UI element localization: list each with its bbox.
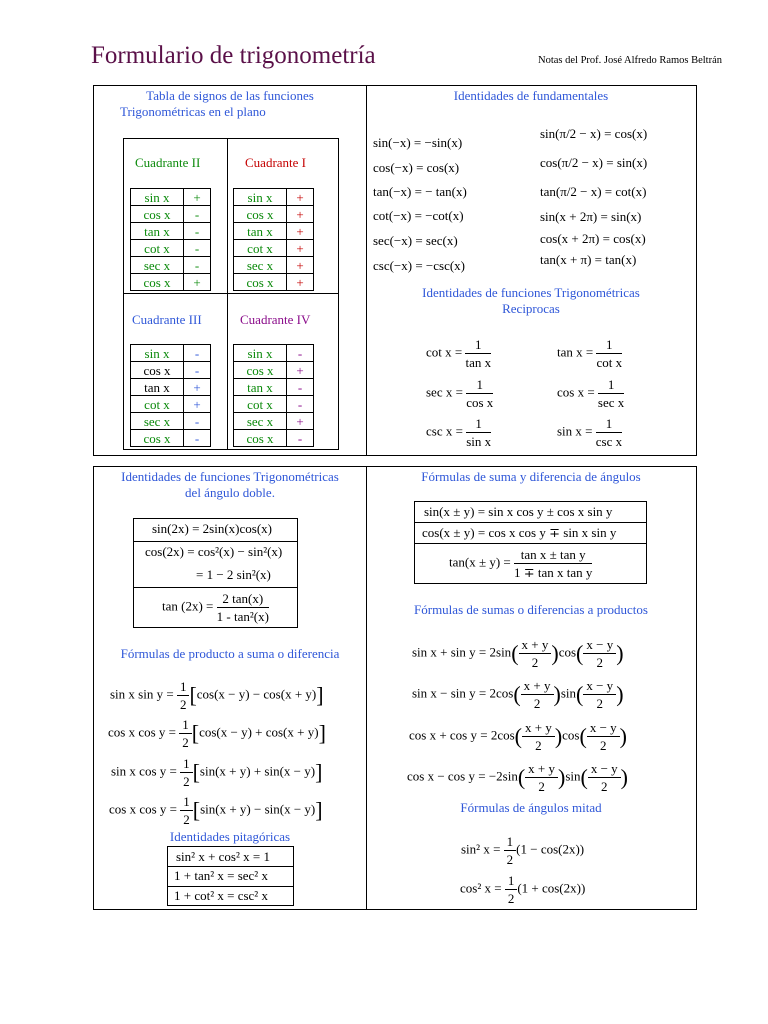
denominator: sec x [597,395,625,410]
sin-2x: sin(2x) = 2sin(x)cos(x) [152,521,272,536]
fraction [217,590,269,625]
sign-cell: - [184,345,211,362]
fraction [519,636,552,671]
reciprocal-title [370,285,692,317]
numerator: x − y [588,760,621,778]
quadrant-hline [123,293,339,294]
fraction [505,872,518,907]
fn-cell: sin x [131,189,184,206]
fn-cell: sin x [131,345,184,362]
quadrant-vline [227,138,228,450]
product-body: sin(x + y) − sin(x − y) [200,801,316,817]
stp-lhs: sin x + sin y = 2sin [412,644,512,660]
fn-cell: cos x [131,430,184,447]
sign-cell: - [287,345,314,362]
fraction [596,336,622,371]
numerator: 2 tan(x) [217,590,269,608]
half-angle-sin-body: (1 − cos(2x)) [516,841,585,857]
reciprocal-title-line2: Reciprocas [502,301,560,316]
reciprocal-csc [426,415,491,450]
sum-diff-tan-lhs: tan(x ± y) = [449,554,511,570]
reciprocal-sec [426,376,493,411]
fraction [466,376,493,411]
pythagorean-box [167,846,294,906]
fn-cell: sec x [131,413,184,430]
fn-cell: cos x [234,206,287,223]
fn-cell: tan x [234,223,287,240]
fn-cell: cot x [234,240,287,257]
period-3: tan(x + π) = tan(x) [540,252,637,267]
sign-table-q3 [130,344,211,447]
fn-cell: sin x [234,189,287,206]
numerator: tan x ± tan y [514,546,592,564]
product-to-sum-3: sin x cos y = $\frac{1}{2}$ [sin(x + y) + sin(x − y)] [111,756,323,789]
cofunction-3: tan(π/2 − x) = cot(x) [540,184,647,199]
denominator: sin x [466,434,492,449]
fraction [522,719,555,754]
fraction [583,677,616,712]
reciprocal-lhs: sec x = [426,384,463,400]
product-to-sum-2: cos x cos y = $\frac{1}{2}$ [cos(x − y) + cos(x + y)] [108,717,326,750]
stp-mid: cos [562,727,580,743]
sign-cell: - [287,379,314,396]
denominator: csc x [595,434,623,449]
page-title: Formulario de trigonometría [91,42,376,69]
product-lhs: sin x sin y = [110,686,174,702]
denominator: 2 [182,735,189,750]
fn-cell: sec x [234,413,287,430]
numerator: x − y [583,636,616,654]
fundamental-left-2: cos(−x) = cos(x) [373,160,460,175]
cos-2x-b: = 1 − 2 sin²(x) [196,567,271,582]
numerator: 1 [180,755,193,773]
fraction [583,636,616,671]
signs-title-line2: Trigonométricas en el plano [120,104,266,119]
double-angle-row-line [134,541,297,542]
numerator: x + y [522,719,555,737]
half-angle-sin [461,833,584,868]
half-angle-cos-lhs: cos² x = [460,880,502,896]
fundamental-left-4: cot(−x) = −cot(x) [373,208,464,223]
sign-cell: + [184,396,211,413]
half-angle-cos-body: (1 + cos(2x)) [517,880,586,896]
reciprocal-lhs: sin x = [557,423,593,439]
product-lhs: cos x cos y = [108,724,176,740]
period-2: cos(x + 2π) = cos(x) [540,231,646,246]
signs-title [100,88,360,120]
numerator: x − y [587,719,620,737]
fraction [588,760,621,795]
numerator: 1 [466,376,493,394]
denominator: 2 [533,696,541,711]
sign-table-q1 [233,188,314,291]
product-body: cos(x − y) + cos(x + y) [199,724,319,740]
half-angle-title: Fórmulas de ángulos mitad [460,800,602,815]
pythagorean-2: 1 + tan² x = sec² x [174,868,268,883]
reciprocal-lhs: cos x = [557,384,595,400]
fraction-half [180,793,193,828]
denominator: 2 [507,891,515,906]
fraction [587,719,620,754]
sign-cell: + [287,206,314,223]
stp-lhs: cos x + cos y = 2cos [409,727,515,743]
fn-cell: cos x [131,206,184,223]
sign-table-q2 [130,188,211,291]
denominator: cos x [466,395,494,410]
numerator: 1 [180,793,193,811]
stp-lhs: cos x − cos y = −2sin [407,768,518,784]
double-angle-box [133,518,298,628]
sum-diff-box [414,501,647,584]
period-1: sin(x + 2π) = sin(x) [540,209,642,224]
sum-diff-row-line [415,543,646,544]
reciprocal-title-line1: Identidades de funciones Trigonométricas [422,285,640,300]
fn-cell: cot x [131,240,184,257]
fn-cell: tan x [234,379,287,396]
quadrant-iv-label: Cuadrante IV [240,312,311,327]
product-body: cos(x − y) − cos(x + y) [196,686,317,702]
fn-cell: tan x [131,223,184,240]
sign-cell: - [287,396,314,413]
sign-cell: + [184,274,211,291]
product-lhs: sin x cos y = [111,763,177,779]
fraction [466,415,491,450]
numerator: x + y [521,677,554,695]
product-body: sin(x + y) + sin(x − y) [199,763,316,779]
sign-table-q4 [233,344,314,447]
denominator: 2 [183,812,190,827]
denominator: 2 [531,655,539,670]
numerator: x + y [525,760,558,778]
sign-cell: + [287,189,314,206]
fraction [598,376,624,411]
sum-diff-sin: sin(x ± y) = sin x cos y ± cos x sin y [424,504,613,519]
pythagorean-row-line [168,886,293,887]
sum-to-product-title: Fórmulas de sumas o diferencias a productos [414,602,648,617]
pythagorean-1: sin² x + cos² x = 1 [176,849,270,864]
sum-diff-title: Fórmulas de suma y diferencia de ángulos [421,469,641,484]
sign-cell: - [184,257,211,274]
sign-cell: - [184,206,211,223]
fraction [525,760,558,795]
product-lhs: cos x cos y = [109,801,177,817]
reciprocal-lhs: csc x = [426,423,463,439]
fn-cell: cos x [234,430,287,447]
top-panel-divider [366,85,367,456]
tan-2x [162,590,269,625]
cos-2x-a: cos(2x) = cos²(x) − sin²(x) [145,544,283,559]
quadrant-i-label: Cuadrante I [245,155,307,170]
denominator: 1 ∓ tan x tan y [514,565,593,580]
half-angle-cos [460,872,585,907]
denominator: cot x [596,355,623,370]
fraction [504,833,517,868]
fraction [596,415,622,450]
denominator: 2 [179,697,187,712]
sum-to-product-1: sin x + sin y = 2sin( $\frac{x + y}{2}$ )cos( $\frac{x - y}{2}$ ) [412,637,624,670]
fundamental-left-6: csc(−x) = −csc(x) [373,258,466,273]
sign-cell: - [184,240,211,257]
double-angle-title-line1: Identidades de funciones Trigonométricas [121,469,339,484]
sum-to-product-4: cos x − cos y = −2sin( $\frac{x + y}{2}$ )sin( $\frac{x - y}{2}$ ) [407,761,628,794]
denominator: 2 [601,779,608,794]
sum-diff-row-line [415,522,646,523]
product-to-sum-4: cos x cos y = $\frac{1}{2}$ [sin(x + y) − sin(x − y)] [109,794,323,827]
fn-cell: cos x [234,362,287,379]
fn-cell: cot x [234,396,287,413]
sign-cell: + [287,223,314,240]
numerator: x − y [583,677,616,695]
sign-cell: + [287,274,314,291]
fn-cell: sec x [131,257,184,274]
tan-2x-lhs: tan (2x) = [162,598,214,614]
stp-lhs: sin x − sin y = 2cos [412,685,514,701]
fundamental-title: Identidades de fundamentales [453,88,609,103]
pythagorean-row-line [168,866,293,867]
fn-cell: cos x [234,274,287,291]
numerator: 1 [465,336,491,354]
sign-cell: - [184,362,211,379]
stp-mid: sin [560,685,577,701]
fn-cell: sin x [234,345,287,362]
bottom-panel-divider [366,466,367,910]
numerator: 1 [598,376,624,394]
fraction [521,677,554,712]
sum-diff-tan [449,546,592,581]
product-to-sum-1: sin x sin y = $\frac{1}{2}$ [cos(x − y) − cos(x + y)] [110,679,324,712]
numerator: 1 [504,833,517,851]
denominator: tan x [465,355,492,370]
reciprocal-cos [557,376,624,411]
cofunction-1: sin(π/2 − x) = cos(x) [540,126,648,141]
numerator: 1 [596,415,622,433]
fn-cell: sec x [234,257,287,274]
fn-cell: cos x [131,362,184,379]
double-angle-title [96,469,364,501]
author-note: Notas del Prof. José Alfredo Ramos Beltrán [538,55,723,66]
sign-cell: + [287,240,314,257]
numerator: 1 [179,716,192,734]
denominator: 2 [183,774,190,789]
reciprocal-sin [557,415,622,450]
denominator: 2 [596,696,604,711]
sum-diff-cos: cos(x ± y) = cos x cos y ∓ sin x sin y [422,525,617,540]
sign-cell: - [184,413,211,430]
fraction [465,336,491,371]
reciprocal-tan [557,336,622,371]
fn-cell: tan x [131,379,184,396]
sign-cell: + [287,257,314,274]
denominator: 2 [535,738,542,753]
double-angle-title-line2: del ángulo doble. [185,485,275,500]
fundamental-left-1: sin(−x) = −sin(x) [373,135,463,150]
fn-cell: cos x [131,274,184,291]
reciprocal-lhs: tan x = [557,344,594,360]
cofunction-2: cos(π/2 − x) = sin(x) [540,155,648,170]
quadrant-iii-label: Cuadrante III [132,312,202,327]
fundamental-left-5: sec(−x) = sec(x) [373,233,458,248]
sign-cell: - [184,223,211,240]
fn-cell: cot x [131,396,184,413]
sign-cell: - [184,430,211,447]
half-angle-sin-lhs: sin² x = [461,841,501,857]
numerator: x + y [519,636,552,654]
sign-cell: + [184,189,211,206]
fundamental-left-3: tan(−x) = − tan(x) [373,184,467,199]
stp-mid: cos [558,644,577,660]
fraction-half [179,716,192,751]
double-angle-row-line [134,587,297,588]
numerator: 1 [466,415,491,433]
quadrant-ii-label: Cuadrante II [135,155,201,170]
fraction [514,546,592,581]
sign-cell: - [287,430,314,447]
denominator: 2 [538,779,545,794]
sum-to-product-2: sin x − sin y = 2cos( $\frac{x + y}{2}$ )sin( $\frac{x - y}{2}$ ) [412,678,624,711]
sign-cell: + [184,379,211,396]
pythagorean-3: 1 + cot² x = csc² x [174,888,268,903]
product-to-sum-title: Fórmulas de producto a suma o diferencia [120,646,340,661]
sign-cell: + [287,413,314,430]
sum-to-product-3: cos x + cos y = 2cos( $\frac{x + y}{2}$ )cos( $\frac{x - y}{2}$ ) [409,720,627,753]
reciprocal-lhs: cot x = [426,344,463,360]
reciprocal-cot [426,336,491,371]
denominator: 2 [600,738,607,753]
numerator: 1 [505,872,518,890]
fraction-half [180,755,193,790]
signs-title-line1: Tabla de signos de las funciones [146,88,314,103]
fraction-half [177,678,190,713]
pythagorean-title: Identidades pitagóricas [169,829,291,844]
sign-cell: + [287,362,314,379]
denominator: 2 [506,852,514,867]
denominator: 1 - tan²(x) [216,609,269,624]
numerator: 1 [596,336,622,354]
numerator: 1 [177,678,190,696]
denominator: 2 [596,655,604,670]
stp-mid: sin [565,768,581,784]
